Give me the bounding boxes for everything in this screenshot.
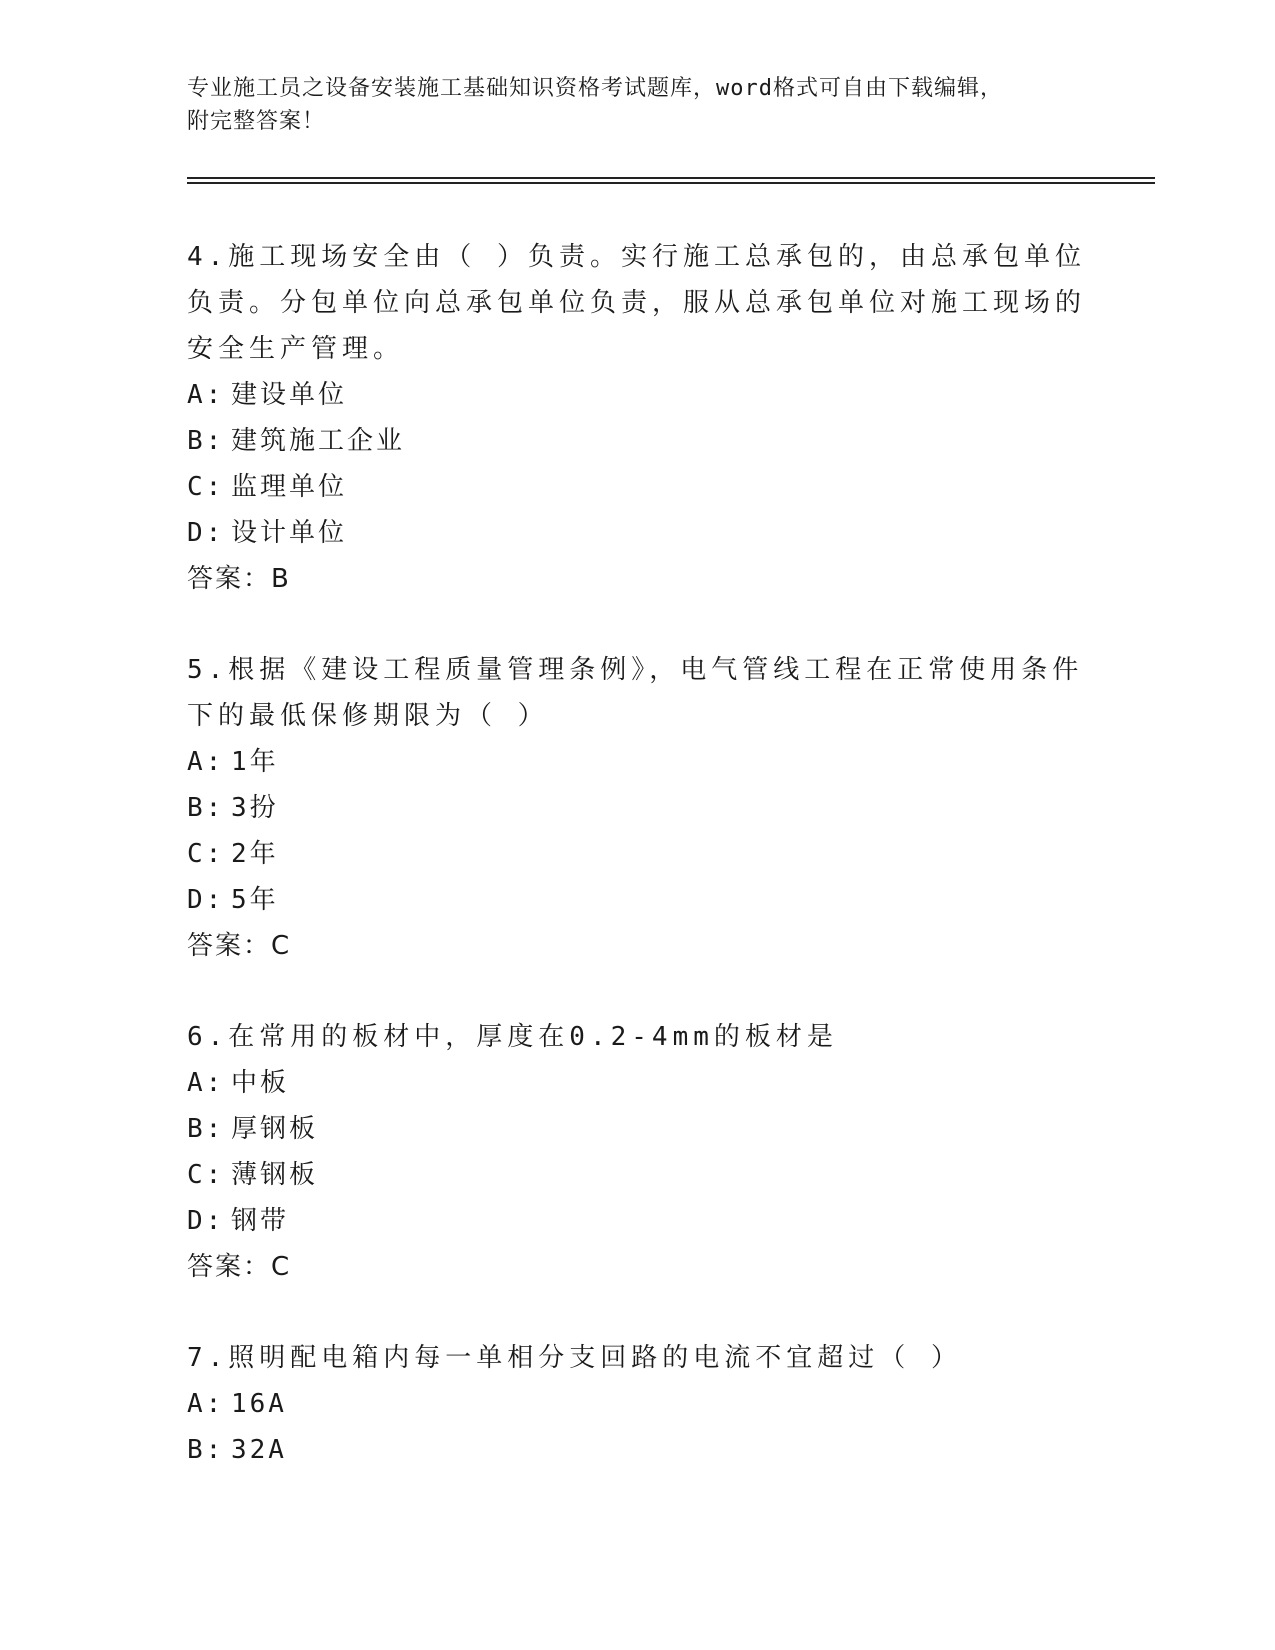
option-key: B: xyxy=(187,793,225,823)
option-text: 32A xyxy=(231,1435,287,1465)
option-text: 3扮 xyxy=(231,793,279,823)
option-text: 1年 xyxy=(231,747,279,777)
option-a xyxy=(187,1060,1087,1106)
option-text: 16A xyxy=(231,1389,287,1419)
option-b xyxy=(187,785,1087,831)
option-key: D: xyxy=(187,1206,225,1236)
option-text: 设计单位 xyxy=(231,518,348,548)
answer-line: 答案：B xyxy=(187,564,291,594)
option-a xyxy=(187,739,1087,785)
option-b xyxy=(187,1106,1087,1152)
question-5 xyxy=(187,647,1087,969)
question-text: 7.照明配电箱内每一单相分支回路的电流不宜超过（ ） xyxy=(187,1343,962,1373)
option-key: B: xyxy=(187,1435,225,1465)
option-c xyxy=(187,831,1087,877)
option-text: 监理单位 xyxy=(231,472,348,502)
option-text: 钢带 xyxy=(231,1206,290,1236)
option-key: B: xyxy=(187,1114,225,1144)
option-d xyxy=(187,510,1087,556)
question-6 xyxy=(187,1014,1087,1290)
option-key: A: xyxy=(187,380,225,410)
question-text: 4.施工现场安全由（ ）负责。实行施工总承包的，由总承包单位负责。分包单位向总承包单位负责，服从总承包单位对施工现场的安全生产管理。 xyxy=(187,242,1087,364)
page-header xyxy=(187,72,1087,138)
header-divider-top xyxy=(187,177,1155,179)
option-c xyxy=(187,1152,1087,1198)
option-key: A: xyxy=(187,1389,225,1419)
option-d xyxy=(187,877,1087,923)
question-list xyxy=(187,234,1087,1518)
option-key: D: xyxy=(187,885,225,915)
answer-line: 答案：C xyxy=(187,1252,292,1282)
question-text: 6.在常用的板材中，厚度在0.2-4mm的板材是 xyxy=(187,1022,838,1052)
option-text: 2年 xyxy=(231,839,279,869)
option-b xyxy=(187,418,1087,464)
option-c xyxy=(187,464,1087,510)
question-7 xyxy=(187,1335,1087,1473)
option-b xyxy=(187,1427,1087,1473)
option-key: D: xyxy=(187,518,225,548)
option-d xyxy=(187,1198,1087,1244)
answer-line: 答案：C xyxy=(187,931,292,961)
option-a xyxy=(187,372,1087,418)
option-key: A: xyxy=(187,1068,225,1098)
option-text: 厚钢板 xyxy=(231,1114,319,1144)
header-line-2: 附完整答案！ xyxy=(187,109,326,134)
header-divider-bottom xyxy=(187,182,1155,184)
option-text: 5年 xyxy=(231,885,279,915)
option-text: 薄钢板 xyxy=(231,1160,319,1190)
question-4 xyxy=(187,234,1087,602)
option-text: 建筑施工企业 xyxy=(231,426,406,456)
header-line-1: 专业施工员之设备安装施工基础知识资格考试题库，word格式可自由下载编辑， xyxy=(187,76,1003,101)
option-text: 中板 xyxy=(231,1068,290,1098)
option-key: B: xyxy=(187,426,225,456)
option-key: A: xyxy=(187,747,225,777)
option-key: C: xyxy=(187,472,225,502)
question-text: 5.根据《建设工程质量管理条例》，电气管线工程在正常使用条件下的最低保修期限为（ ） xyxy=(187,655,1084,731)
option-a xyxy=(187,1381,1087,1427)
option-key: C: xyxy=(187,839,225,869)
option-text: 建设单位 xyxy=(231,380,348,410)
option-key: C: xyxy=(187,1160,225,1190)
